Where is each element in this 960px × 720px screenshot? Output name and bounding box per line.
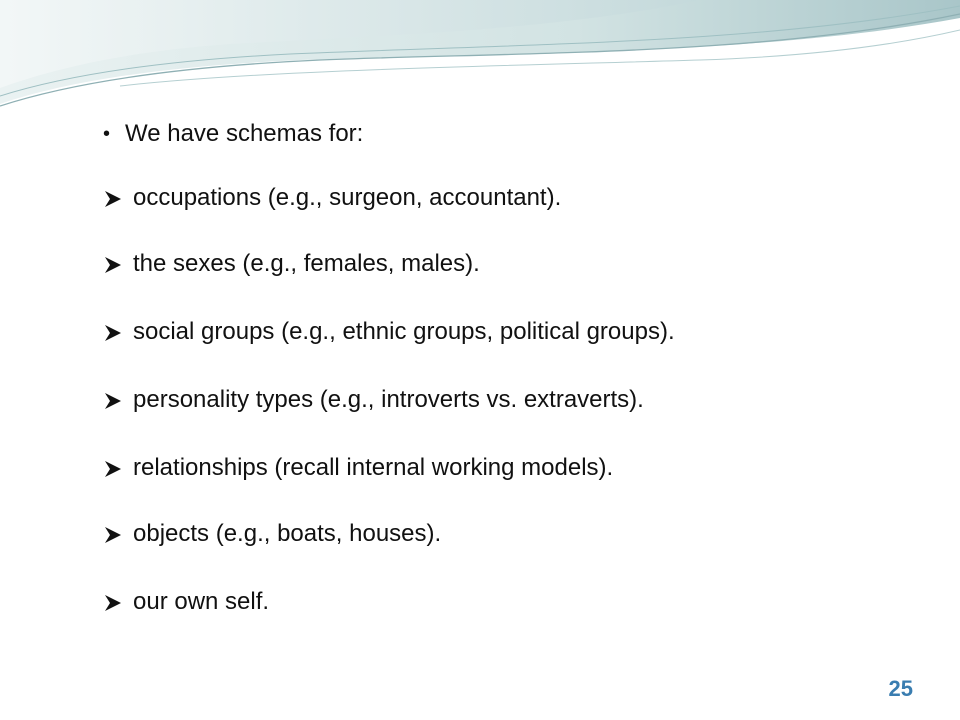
page-number: 25 bbox=[888, 676, 913, 701]
intro-bullet-line bbox=[103, 116, 363, 152]
list-item bbox=[103, 382, 644, 418]
arrowhead-bullet-icon bbox=[103, 592, 133, 612]
list-item bbox=[103, 450, 613, 486]
arrowhead-bullet-icon bbox=[103, 458, 133, 478]
intro-text: We have schemas for: bbox=[125, 120, 364, 147]
arrowhead-bullet-icon bbox=[103, 188, 133, 208]
list-item-text: social groups (e.g., ethnic groups, political groups). bbox=[133, 318, 675, 345]
list-item-text: objects (e.g., boats, houses). bbox=[133, 520, 442, 547]
list-item bbox=[103, 314, 675, 350]
list-item-text: our own self. bbox=[133, 588, 270, 615]
bullet-dot-icon: • bbox=[103, 123, 111, 145]
arrowhead-bullet-icon bbox=[103, 390, 133, 410]
list-item-text: relationships (recall internal working models). bbox=[133, 454, 614, 481]
list-item bbox=[103, 180, 561, 216]
header-swoosh-decoration bbox=[0, 0, 960, 120]
list-item-text: occupations (e.g., surgeon, accountant). bbox=[133, 184, 562, 211]
arrowhead-bullet-icon bbox=[103, 254, 133, 274]
arrowhead-bullet-icon bbox=[103, 322, 133, 342]
arrowhead-bullet-icon bbox=[103, 524, 133, 544]
list-item bbox=[103, 516, 441, 552]
list-item bbox=[103, 584, 269, 620]
list-item bbox=[103, 246, 480, 282]
list-item-text: the sexes (e.g., females, males). bbox=[133, 250, 480, 277]
list-item-text: personality types (e.g., introverts vs. extraverts). bbox=[133, 386, 644, 413]
